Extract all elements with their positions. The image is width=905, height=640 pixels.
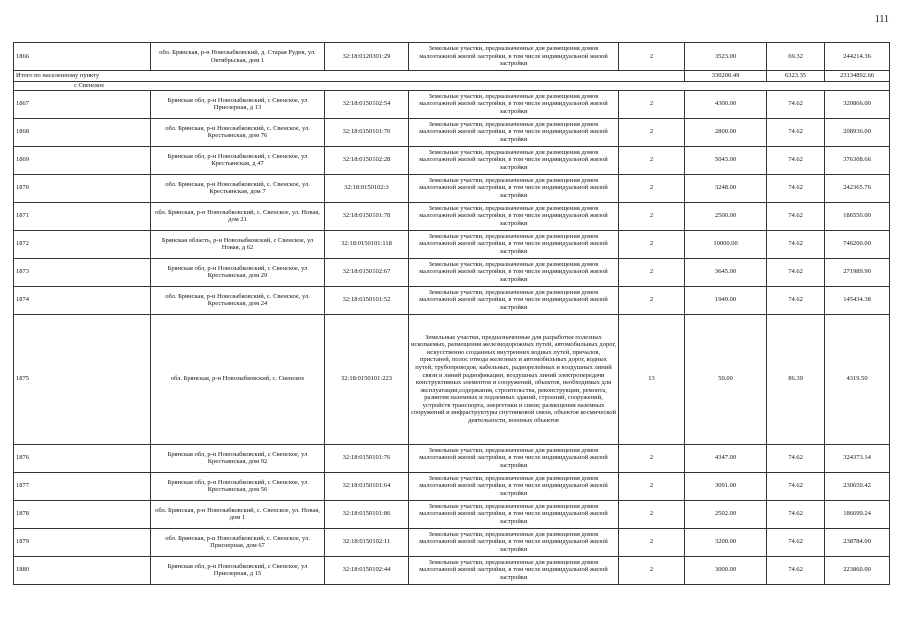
- land-use-cell: Земельные участки, предназначенные для размещения домов малоэтажной жилой застройки, в том числе индивидуальной жилой застройки: [409, 500, 619, 528]
- table-row: [14, 230, 890, 258]
- cadastral-number-cell: 32:18:0150102:28: [325, 146, 409, 174]
- table-row: [14, 528, 890, 556]
- rate-cell: 69.32: [767, 43, 825, 71]
- address-cell: Брянская обл, р-н Новозыбковский, с Свенское, ул Крестьянская, дом 56: [151, 472, 325, 500]
- land-use-cell: Земельные участки, предназначенные для размещения домов малоэтажной жилой застройки, в том числе индивидуальной жилой застройки: [409, 286, 619, 314]
- use-code-cell: 2: [619, 444, 685, 472]
- cadastral-value-cell: 186699.24: [825, 500, 890, 528]
- address-cell: обл. Брянская, р-н Новозыбковский, с. Свенское, ул. Крестьянская, дом 7: [151, 174, 325, 202]
- land-use-cell: Земельные участки, предназначенные для размещения домов малоэтажной жилой застройки, в том числе индивидуальной жилой застройки: [409, 528, 619, 556]
- table-row: [14, 174, 890, 202]
- table-body: [14, 43, 890, 585]
- address-cell: Брянская область, р-н Новозыбковский, с Свенское, ул Новая, д 62: [151, 230, 325, 258]
- land-use-cell: Земельные участки, предназначенные для размещения домов малоэтажной жилой застройки, в том числе индивидуальной жилой застройки: [409, 444, 619, 472]
- row-number: 1870: [14, 174, 151, 202]
- area-cell: 2502.00: [685, 500, 767, 528]
- rate-cell: 74.62: [767, 258, 825, 286]
- table-row: [14, 118, 890, 146]
- cadastral-number-cell: 32:18:0150102:67: [325, 258, 409, 286]
- cadastral-number-cell: 32:18:0150101:223: [325, 314, 409, 444]
- land-use-cell: Земельные участки, предназначенные для размещения домов малоэтажной жилой застройки, в том числе индивидуальной жилой застройки: [409, 230, 619, 258]
- use-code-cell: 2: [619, 528, 685, 556]
- land-use-cell: Земельные участки, предназначенные для размещения домов малоэтажной жилой застройки, в том числе индивидуальной жилой застройки: [409, 43, 619, 71]
- table-row: [14, 472, 890, 500]
- cadastral-number-cell: 32:18:0150102:44: [325, 556, 409, 584]
- address-cell: Брянская обл, р-н Новозыбковский, с Свенское, ул Приозерная, д 15: [151, 556, 325, 584]
- area-cell: 4300.00: [685, 90, 767, 118]
- use-code-cell: 2: [619, 286, 685, 314]
- use-code-cell: 2: [619, 43, 685, 71]
- table-row: [14, 444, 890, 472]
- row-number: 1874: [14, 286, 151, 314]
- use-code-cell: 2: [619, 146, 685, 174]
- row-number: 1875: [14, 314, 151, 444]
- address-cell: Брянская обл, р-н Новозыбковский, с Свенское, ул Крестьянская, д 47: [151, 146, 325, 174]
- area-cell: 3091.00: [685, 472, 767, 500]
- settlement-label: с Свенское: [14, 82, 890, 91]
- page-number: 111: [874, 14, 889, 25]
- area-cell: 2800.00: [685, 118, 767, 146]
- cadastral-number-cell: 32:18:0150102:3: [325, 174, 409, 202]
- cadastral-number-cell: 32:18:0150101:76: [325, 444, 409, 472]
- use-code-cell: 2: [619, 118, 685, 146]
- area-cell: 3645.00: [685, 258, 767, 286]
- subtotal-label: Итого по населенному пункту: [14, 71, 685, 82]
- use-code-cell: 2: [619, 230, 685, 258]
- subtotal-value: 23134892.66: [825, 71, 890, 82]
- address-cell: обл. Брянская, р-н Новозыбковский, с. Свенское: [151, 314, 325, 444]
- address-cell: Брянская обл, р-н Новозыбковский, с Свенское, ул Крестьянская, дом 29: [151, 258, 325, 286]
- settlement-header-row: [14, 82, 890, 91]
- cadastral-number-cell: 32:18:0150101:52: [325, 286, 409, 314]
- cadastral-value-cell: 271989.90: [825, 258, 890, 286]
- land-use-cell: Земельные участки, предназначенные для размещения домов малоэтажной жилой застройки, в том числе индивидуальной жилой застройки: [409, 556, 619, 584]
- land-use-cell: Земельные участки, предназначенные для размещения домов малоэтажной жилой застройки, в том числе индивидуальной жилой застройки: [409, 258, 619, 286]
- rate-cell: 74.62: [767, 472, 825, 500]
- rate-cell: 74.62: [767, 286, 825, 314]
- cadastral-number-cell: 32:18:0150101:118: [325, 230, 409, 258]
- row-number: 1871: [14, 202, 151, 230]
- cadastral-number-cell: 32:18:0150102:54: [325, 90, 409, 118]
- row-number: 1872: [14, 230, 151, 258]
- area-cell: 10000.00: [685, 230, 767, 258]
- row-number: 1876: [14, 444, 151, 472]
- land-use-cell: Земельные участки, предназначенные для размещения домов малоэтажной жилой застройки, в том числе индивидуальной жилой застройки: [409, 472, 619, 500]
- area-cell: 3523.00: [685, 43, 767, 71]
- rate-cell: 74.62: [767, 202, 825, 230]
- table-row: [14, 258, 890, 286]
- subtotal-area: 330200.49: [685, 71, 767, 82]
- table-row: [14, 90, 890, 118]
- use-code-cell: 2: [619, 556, 685, 584]
- table-row: [14, 202, 890, 230]
- table-row: [14, 556, 890, 584]
- land-registry-table: [13, 42, 890, 585]
- cadastral-value-cell: 4319.50: [825, 314, 890, 444]
- rate-cell: 74.62: [767, 556, 825, 584]
- cadastral-number-cell: 32:18:0120301:29: [325, 43, 409, 71]
- cadastral-number-cell: 32:18:0150101:86: [325, 500, 409, 528]
- cadastral-value-cell: 186550.00: [825, 202, 890, 230]
- land-use-cell: Земельные участки, предназначенные для размещения домов малоэтажной жилой застройки, в том числе индивидуальной жилой застройки: [409, 118, 619, 146]
- area-cell: 2500.00: [685, 202, 767, 230]
- row-number: 1868: [14, 118, 151, 146]
- area-cell: 3200.00: [685, 528, 767, 556]
- row-number: 1873: [14, 258, 151, 286]
- address-cell: обл. Брянская, р-н Новозыбковский, с. Свенское, ул. Новая, дом 1: [151, 500, 325, 528]
- rate-cell: 74.62: [767, 118, 825, 146]
- address-cell: обл. Брянская, р-н Новозыбковский, д. Старая Рудня, ул. Октябрьская, дом 1: [151, 43, 325, 71]
- cadastral-value-cell: 320866.00: [825, 90, 890, 118]
- subtotal-rate: 6323.35: [767, 71, 825, 82]
- cadastral-value-cell: 242365.76: [825, 174, 890, 202]
- cadastral-value-cell: 324373.14: [825, 444, 890, 472]
- use-code-cell: 2: [619, 90, 685, 118]
- table-row: [14, 286, 890, 314]
- land-use-cell: Земельные участки, предназначенные для размещения домов малоэтажной жилой застройки, в том числе индивидуальной жилой застройки: [409, 174, 619, 202]
- table-row: [14, 146, 890, 174]
- land-use-cell: Земельные участки, предназначенные для размещения домов малоэтажной жилой застройки, в том числе индивидуальной жилой застройки: [409, 202, 619, 230]
- area-cell: 3248.00: [685, 174, 767, 202]
- rate-cell: 74.62: [767, 174, 825, 202]
- cadastral-number-cell: 32:18:0150101:78: [325, 202, 409, 230]
- use-code-cell: 2: [619, 500, 685, 528]
- row-number: 1867: [14, 90, 151, 118]
- rate-cell: 74.62: [767, 444, 825, 472]
- cadastral-number-cell: 32:18:0150101:64: [325, 472, 409, 500]
- address-cell: обл. Брянская, р-н Новозыбковский, с. Свенское, ул. Новая, дом 21: [151, 202, 325, 230]
- use-code-cell: 2: [619, 472, 685, 500]
- table-row: [14, 43, 890, 71]
- address-cell: обл. Брянская, р-н Новозыбковский, с. Свенское, ул. Крестьянская, дом 76: [151, 118, 325, 146]
- cadastral-value-cell: 244214.36: [825, 43, 890, 71]
- cadastral-value-cell: 376308.66: [825, 146, 890, 174]
- area-cell: 1949.00: [685, 286, 767, 314]
- rate-cell: 86.39: [767, 314, 825, 444]
- use-code-cell: 2: [619, 202, 685, 230]
- cadastral-value-cell: 230650.42: [825, 472, 890, 500]
- land-use-cell: Земельные участки, предназначенные для разработки полезных ископаемых, размещения железнодорожных путей, автомобильных дорог, искусственно созданных внутренних водных путей, причалов, пристаней, полос отвода железных и автомобильных дорог, водных путей, трубопроводов, кабельных, радиорелейных и воздушных линий связи и линий радиофикации, воздушных линий электропередачи конструктивных элементов и сооружений, объектов, необходимых для эксплуатации,содержания, строительства, реконструкции, ремонта, развития наземных и подземных зданий, строений, сооружений, устройств транспорта, энергетики и связи; размещения наземных сооружений и инфраструктуры спутниковой связи, объектов космической деятельности, военных объектов: [409, 314, 619, 444]
- address-cell: обл. Брянская, р-н Новозыбковский, с. Свенское, ул. Крестьянская, дом 24: [151, 286, 325, 314]
- cadastral-value-cell: 238784.00: [825, 528, 890, 556]
- area-cell: 3000.00: [685, 556, 767, 584]
- row-number: 1880: [14, 556, 151, 584]
- area-cell: 4347.00: [685, 444, 767, 472]
- row-number: 1879: [14, 528, 151, 556]
- address-cell: обл. Брянская, р-н Новозыбковский, с. Свенское, ул. Приозерная, дом 67: [151, 528, 325, 556]
- row-number: 1866: [14, 43, 151, 71]
- land-use-cell: Земельные участки, предназначенные для размещения домов малоэтажной жилой застройки, в том числе индивидуальной жилой застройки: [409, 90, 619, 118]
- rate-cell: 74.62: [767, 146, 825, 174]
- area-cell: 50.00: [685, 314, 767, 444]
- cadastral-value-cell: 223860.00: [825, 556, 890, 584]
- row-number: 1869: [14, 146, 151, 174]
- cadastral-value-cell: 208936.00: [825, 118, 890, 146]
- cadastral-number-cell: 32:18:0150102:11: [325, 528, 409, 556]
- rate-cell: 74.62: [767, 230, 825, 258]
- address-cell: Брянская обл, р-н Новозыбковский, с Свенское, ул Крестьянская, дом 92: [151, 444, 325, 472]
- use-code-cell: 2: [619, 174, 685, 202]
- rate-cell: 74.62: [767, 500, 825, 528]
- row-number: 1878: [14, 500, 151, 528]
- table-row: [14, 500, 890, 528]
- address-cell: Брянская обл, р-н Новозыбковский, с Свенское, ул Приозерная, д 13: [151, 90, 325, 118]
- use-code-cell: 2: [619, 258, 685, 286]
- land-use-cell: Земельные участки, предназначенные для размещения домов малоэтажной жилой застройки, в том числе индивидуальной жилой застройки: [409, 146, 619, 174]
- cadastral-value-cell: 746200.00: [825, 230, 890, 258]
- subtotal-row: [14, 71, 890, 82]
- rate-cell: 74.62: [767, 90, 825, 118]
- use-code-cell: 13: [619, 314, 685, 444]
- area-cell: 5043.00: [685, 146, 767, 174]
- table-row: [14, 314, 890, 444]
- cadastral-number-cell: 32:18:0150101:70: [325, 118, 409, 146]
- cadastral-value-cell: 145434.38: [825, 286, 890, 314]
- rate-cell: 74.62: [767, 528, 825, 556]
- row-number: 1877: [14, 472, 151, 500]
